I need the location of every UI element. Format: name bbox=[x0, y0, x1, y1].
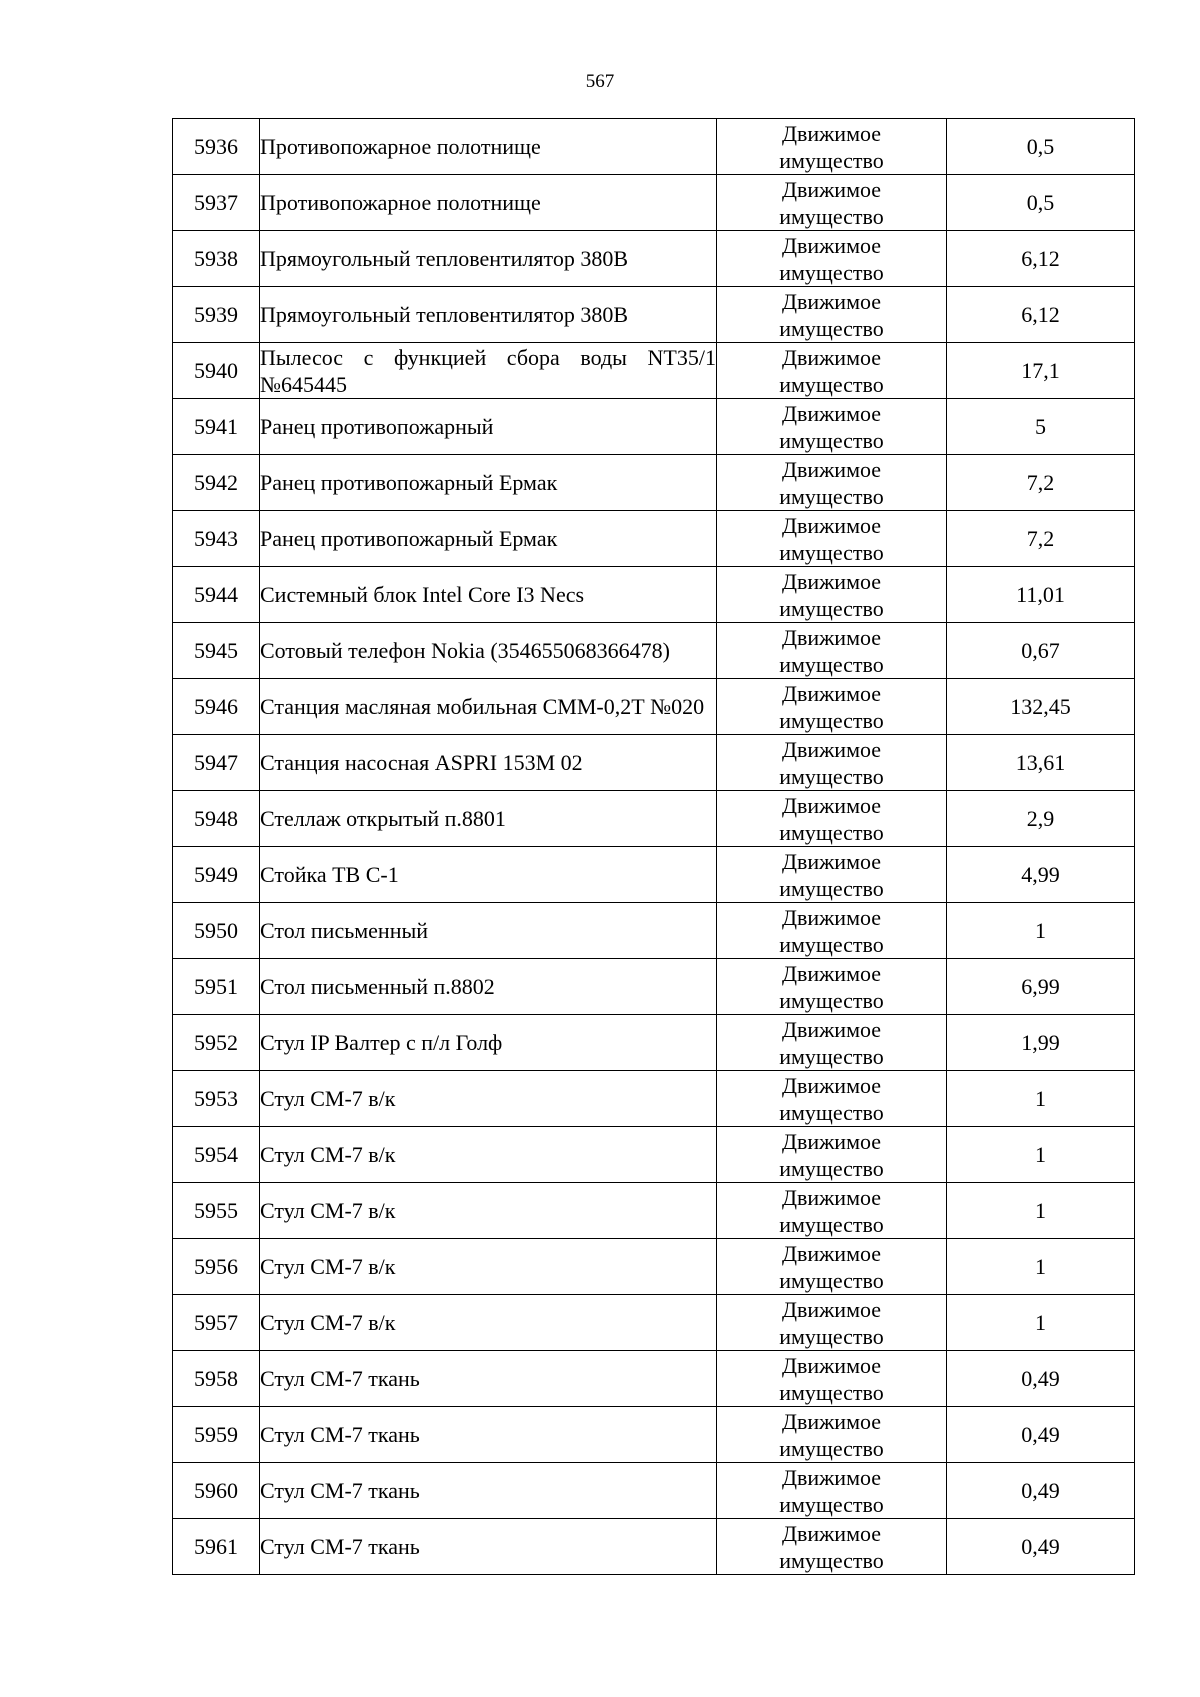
property-type-line2: имущество bbox=[779, 427, 884, 453]
row-number: 5960 bbox=[173, 1463, 260, 1519]
row-number: 5954 bbox=[173, 1127, 260, 1183]
item-value: 11,01 bbox=[947, 567, 1135, 623]
row-number: 5956 bbox=[173, 1239, 260, 1295]
item-value: 1 bbox=[947, 1295, 1135, 1351]
item-value: 0,67 bbox=[947, 623, 1135, 679]
property-type-line2: имущество bbox=[779, 875, 884, 901]
item-name: Стул СМ-7 в/к bbox=[260, 1183, 717, 1239]
property-type bbox=[717, 1015, 947, 1071]
row-number: 5957 bbox=[173, 1295, 260, 1351]
item-name: Ранец противопожарный Ермак bbox=[260, 455, 717, 511]
property-type-line1: Движимое bbox=[781, 1520, 882, 1546]
property-type bbox=[717, 1239, 947, 1295]
property-type-line2: имущество bbox=[779, 1211, 884, 1237]
property-type-line2: имущество bbox=[779, 595, 884, 621]
table-row bbox=[173, 679, 1135, 735]
property-type bbox=[717, 1127, 947, 1183]
property-type bbox=[717, 959, 947, 1015]
item-value: 1 bbox=[947, 903, 1135, 959]
property-type-line1: Движимое bbox=[781, 568, 882, 594]
item-name: Прямоугольный тепловентилятор 380В bbox=[260, 231, 717, 287]
item-name: Ранец противопожарный bbox=[260, 399, 717, 455]
item-name: Стул СМ-7 в/к bbox=[260, 1239, 717, 1295]
item-value: 2,9 bbox=[947, 791, 1135, 847]
property-type-line1: Движимое bbox=[781, 1128, 882, 1154]
item-value: 6,12 bbox=[947, 231, 1135, 287]
row-number: 5961 bbox=[173, 1519, 260, 1575]
property-type-line2: имущество bbox=[779, 1491, 884, 1517]
property-type-line2: имущество bbox=[779, 651, 884, 677]
property-type-line2: имущество bbox=[779, 1099, 884, 1125]
item-value: 7,2 bbox=[947, 511, 1135, 567]
item-name: Стул СМ-7 в/к bbox=[260, 1127, 717, 1183]
item-value: 1 bbox=[947, 1239, 1135, 1295]
table-row bbox=[173, 791, 1135, 847]
item-value: 1 bbox=[947, 1071, 1135, 1127]
table-row bbox=[173, 1071, 1135, 1127]
property-type-line1: Движимое bbox=[781, 736, 882, 762]
property-type bbox=[717, 455, 947, 511]
property-type-line1: Движимое bbox=[781, 848, 882, 874]
property-type bbox=[717, 1519, 947, 1575]
row-number: 5958 bbox=[173, 1351, 260, 1407]
property-type-line2: имущество bbox=[779, 147, 884, 173]
row-number: 5936 bbox=[173, 119, 260, 175]
item-name: Стул СМ-7 в/к bbox=[260, 1295, 717, 1351]
property-type bbox=[717, 399, 947, 455]
item-name: Стол письменный bbox=[260, 903, 717, 959]
row-number: 5949 bbox=[173, 847, 260, 903]
property-type-line1: Движимое bbox=[781, 400, 882, 426]
item-value: 1 bbox=[947, 1183, 1135, 1239]
row-number: 5950 bbox=[173, 903, 260, 959]
property-type-line2: имущество bbox=[779, 315, 884, 341]
property-type-line1: Движимое bbox=[781, 1464, 882, 1490]
property-type-line1: Движимое bbox=[781, 456, 882, 482]
property-type-line2: имущество bbox=[779, 203, 884, 229]
table-row bbox=[173, 1239, 1135, 1295]
item-name: Системный блок Intel Core I3 Necs bbox=[260, 567, 717, 623]
item-name: Стул IP Валтер с п/л Голф bbox=[260, 1015, 717, 1071]
property-type-line2: имущество bbox=[779, 1547, 884, 1573]
property-type-line2: имущество bbox=[779, 1043, 884, 1069]
page-number: 567 bbox=[585, 71, 615, 92]
property-type-line1: Движимое bbox=[781, 120, 882, 146]
table-row bbox=[173, 903, 1135, 959]
item-name: Стул СМ-7 ткань bbox=[260, 1351, 717, 1407]
row-number: 5945 bbox=[173, 623, 260, 679]
table-row bbox=[173, 623, 1135, 679]
property-type bbox=[717, 119, 947, 175]
property-type bbox=[717, 1463, 947, 1519]
item-name: Станция насосная ASPRI 153M 02 bbox=[260, 735, 717, 791]
item-name: Стул СМ-7 ткань bbox=[260, 1463, 717, 1519]
property-type-line1: Движимое bbox=[781, 1408, 882, 1434]
row-number: 5947 bbox=[173, 735, 260, 791]
property-type-line1: Движимое bbox=[781, 1352, 882, 1378]
item-name: Пылесос с функцией сбора воды NT35/1 №645445 bbox=[260, 344, 716, 397]
item-name: Ранец противопожарный Ермак bbox=[260, 511, 717, 567]
property-type-line1: Движимое bbox=[781, 904, 882, 930]
table-row bbox=[173, 287, 1135, 343]
property-type bbox=[717, 511, 947, 567]
property-type-line1: Движимое bbox=[781, 680, 882, 706]
property-type-line2: имущество bbox=[779, 819, 884, 845]
row-number: 5952 bbox=[173, 1015, 260, 1071]
property-type-line1: Движимое bbox=[781, 1184, 882, 1210]
table-row bbox=[173, 735, 1135, 791]
property-type-line2: имущество bbox=[779, 763, 884, 789]
property-type-line1: Движимое bbox=[781, 344, 882, 370]
item-value: 5 bbox=[947, 399, 1135, 455]
table-row bbox=[173, 455, 1135, 511]
row-number: 5953 bbox=[173, 1071, 260, 1127]
item-value: 7,2 bbox=[947, 455, 1135, 511]
property-type bbox=[717, 679, 947, 735]
property-type-line1: Движимое bbox=[781, 512, 882, 538]
property-type-line1: Движимое bbox=[781, 176, 882, 202]
table-row bbox=[173, 175, 1135, 231]
property-type bbox=[717, 1407, 947, 1463]
item-name: Стул СМ-7 в/к bbox=[260, 1071, 717, 1127]
property-type bbox=[717, 1071, 947, 1127]
row-number: 5948 bbox=[173, 791, 260, 847]
row-number: 5955 bbox=[173, 1183, 260, 1239]
table-row bbox=[173, 1127, 1135, 1183]
property-type-line2: имущество bbox=[779, 1435, 884, 1461]
property-type-line2: имущество bbox=[779, 1323, 884, 1349]
table-row bbox=[173, 1463, 1135, 1519]
row-number: 5951 bbox=[173, 959, 260, 1015]
property-type-line2: имущество bbox=[779, 1379, 884, 1405]
item-value: 1,99 bbox=[947, 1015, 1135, 1071]
property-type bbox=[717, 903, 947, 959]
item-name: Противопожарное полотнище bbox=[260, 119, 717, 175]
property-type bbox=[717, 343, 947, 399]
item-value: 4,99 bbox=[947, 847, 1135, 903]
row-number: 5941 bbox=[173, 399, 260, 455]
property-type-line2: имущество bbox=[779, 539, 884, 565]
item-value: 17,1 bbox=[947, 343, 1135, 399]
property-type bbox=[717, 1351, 947, 1407]
row-number: 5937 bbox=[173, 175, 260, 231]
item-value: 0,49 bbox=[947, 1351, 1135, 1407]
item-value: 0,49 bbox=[947, 1519, 1135, 1575]
table-row bbox=[173, 119, 1135, 175]
item-value: 0,5 bbox=[947, 175, 1135, 231]
table-row bbox=[173, 1351, 1135, 1407]
property-type bbox=[717, 847, 947, 903]
property-type-line2: имущество bbox=[779, 259, 884, 285]
property-type-line1: Движимое bbox=[781, 960, 882, 986]
row-number: 5943 bbox=[173, 511, 260, 567]
property-type bbox=[717, 287, 947, 343]
property-type-line1: Движимое bbox=[781, 792, 882, 818]
item-value: 0,49 bbox=[947, 1463, 1135, 1519]
item-value: 6,99 bbox=[947, 959, 1135, 1015]
inventory-table-body bbox=[173, 119, 1135, 1575]
property-type-line2: имущество bbox=[779, 987, 884, 1013]
property-type-line1: Движимое bbox=[781, 1240, 882, 1266]
property-type-line2: имущество bbox=[779, 1155, 884, 1181]
property-type bbox=[717, 1295, 947, 1351]
table-row bbox=[173, 959, 1135, 1015]
property-type-line1: Движимое bbox=[781, 1016, 882, 1042]
property-type-line1: Движимое bbox=[781, 1072, 882, 1098]
property-type bbox=[717, 231, 947, 287]
item-name: Противопожарное полотнище bbox=[260, 175, 717, 231]
row-number: 5944 bbox=[173, 567, 260, 623]
table-row bbox=[173, 231, 1135, 287]
row-number: 5942 bbox=[173, 455, 260, 511]
item-name: Прямоугольный тепловентилятор 380В bbox=[260, 287, 717, 343]
table-row bbox=[173, 1183, 1135, 1239]
row-number: 5939 bbox=[173, 287, 260, 343]
table-row bbox=[173, 1407, 1135, 1463]
item-value: 13,61 bbox=[947, 735, 1135, 791]
property-type-line1: Движимое bbox=[781, 624, 882, 650]
row-number: 5938 bbox=[173, 231, 260, 287]
table-row bbox=[173, 1519, 1135, 1575]
property-type bbox=[717, 567, 947, 623]
table-row bbox=[173, 1295, 1135, 1351]
item-value: 0,49 bbox=[947, 1407, 1135, 1463]
table-row bbox=[173, 567, 1135, 623]
table-row bbox=[173, 847, 1135, 903]
property-type bbox=[717, 791, 947, 847]
property-type-line2: имущество bbox=[779, 931, 884, 957]
property-type bbox=[717, 735, 947, 791]
row-number: 5959 bbox=[173, 1407, 260, 1463]
property-type-line2: имущество bbox=[779, 483, 884, 509]
table-row bbox=[173, 1015, 1135, 1071]
table-row bbox=[173, 343, 1135, 399]
property-type bbox=[717, 623, 947, 679]
property-type-line1: Движимое bbox=[781, 232, 882, 258]
item-name: Стол письменный п.8802 bbox=[260, 959, 717, 1015]
property-type-line1: Движимое bbox=[781, 1296, 882, 1322]
item-name: Станция масляная мобильная СММ-0,2Т №020 bbox=[260, 679, 717, 735]
item-name: Сотовый телефон Nokia (354655068366478) bbox=[260, 623, 717, 679]
row-number: 5946 bbox=[173, 679, 260, 735]
property-type bbox=[717, 175, 947, 231]
item-name: Стеллаж открытый п.8801 bbox=[260, 791, 717, 847]
item-name: Стул СМ-7 ткань bbox=[260, 1519, 717, 1575]
item-name: Стул СМ-7 ткань bbox=[260, 1407, 717, 1463]
item-value: 6,12 bbox=[947, 287, 1135, 343]
property-type-line2: имущество bbox=[779, 1267, 884, 1293]
property-type-line1: Движимое bbox=[781, 288, 882, 314]
row-number: 5940 bbox=[173, 343, 260, 399]
table-row bbox=[173, 399, 1135, 455]
item-value: 132,45 bbox=[947, 679, 1135, 735]
inventory-table bbox=[172, 118, 1135, 1575]
item-value: 0,5 bbox=[947, 119, 1135, 175]
property-type-line2: имущество bbox=[779, 371, 884, 397]
item-value: 1 bbox=[947, 1127, 1135, 1183]
property-type bbox=[717, 1183, 947, 1239]
table-row bbox=[173, 511, 1135, 567]
property-type-line2: имущество bbox=[779, 707, 884, 733]
item-name: Стойка ТВ С-1 bbox=[260, 847, 717, 903]
